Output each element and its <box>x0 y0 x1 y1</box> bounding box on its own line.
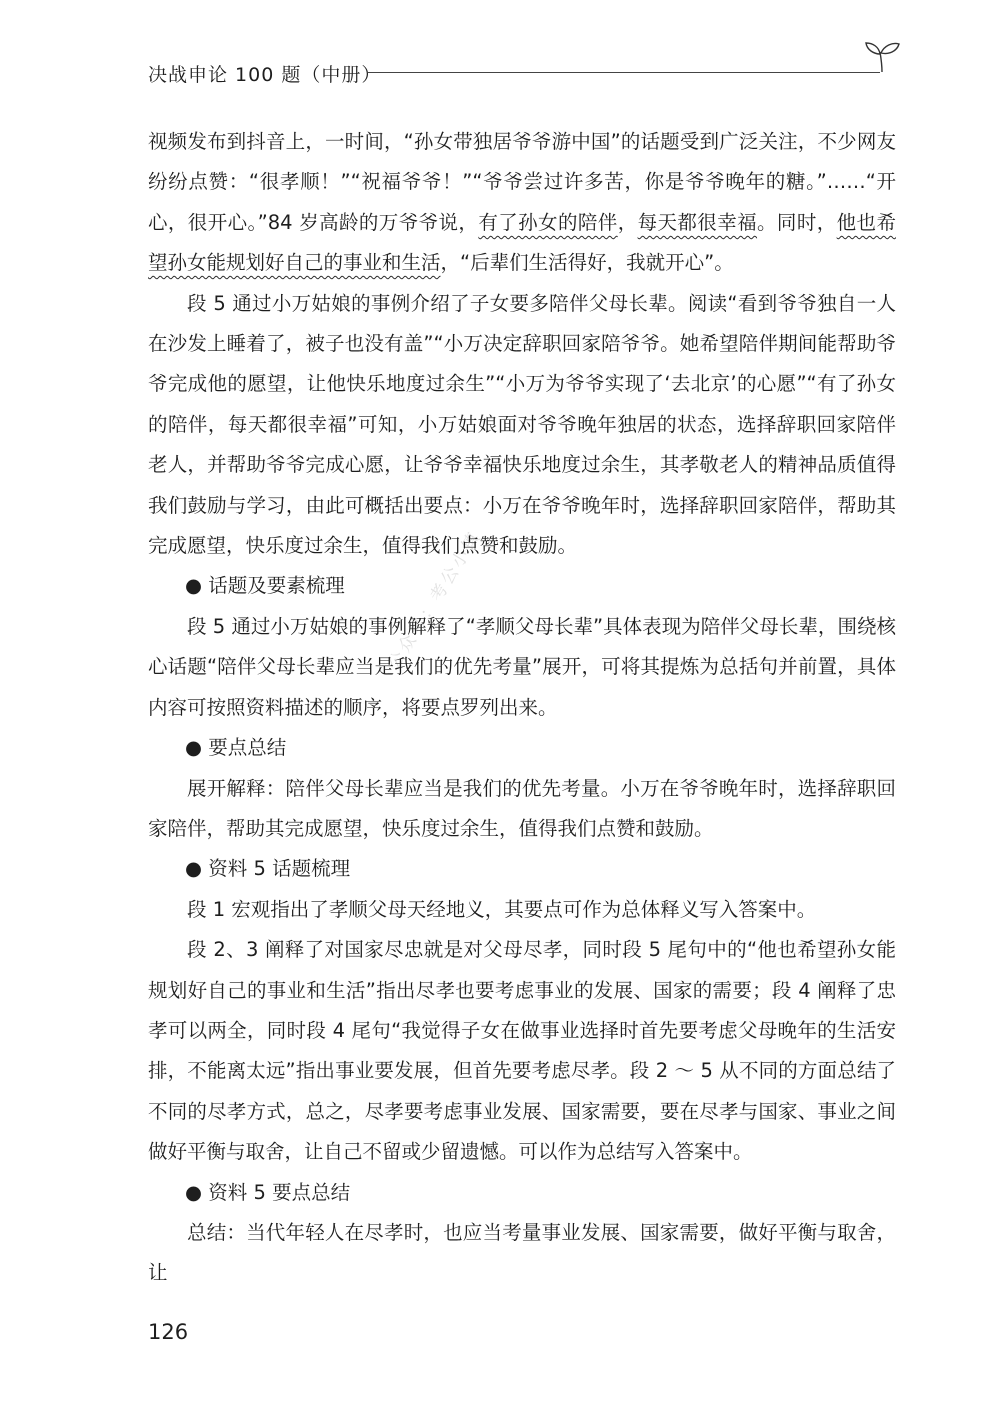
bullet-heading-material5-summary: ● 资料 5 要点总结 <box>185 1180 351 1204</box>
wavy-underlined-text: 每天都很幸福 <box>637 210 758 234</box>
wavy-underlined-text: 有了孙女的陪伴 <box>478 210 618 234</box>
paragraph-6: 段 2、3 阐释了对国家尽忠就是对父母尽孝，同时段 5 尾句中的“他也希望孙女能规划好自己的事业和生活”指出尽孝也要考虑事业的发展、国家的需要；段 4 阐释了忠孝可以两全，同时段 4 尾句“我觉得子女在做事业选择时首先要考虑父母晚年的生活安排，不能离太远”指出事业要发展，但首先要考虑尽孝。段 2 ～ 5 从不同的方面总结了不同的尽孝方式，总之，尽孝要考虑事业发展、国家需要，要在尽孝与国家、事业之间做好平衡与取舍，让自己不留或少留遗憾。可以作为总结写入答案中。 <box>148 938 896 1164</box>
paragraph-1 <box>148 122 896 284</box>
text-run: 。同时， <box>757 210 837 234</box>
running-header-title: 决战申论 100 题（中册） <box>148 64 382 86</box>
header-rule <box>368 72 880 73</box>
paragraph-3: 段 5 通过小万姑娘的事例解释了“孝顺父母长辈”具体表现为陪伴父母长辈，围绕核心话题“陪伴父母长辈应当是我们的优先考量”展开，可将其提炼为总括句并前置，具体内容可按照资料描述的顺序，将要点罗列出来。 <box>148 614 896 719</box>
bullet-heading-topic-elements: ● 话题及要素梳理 <box>185 574 345 598</box>
page-number: 126 <box>148 1320 189 1344</box>
paragraph-2: 段 5 通过小万姑娘的事例介绍了子女要多陪伴父母长辈。阅读“看到爷爷独自一人在沙发上睡着了，被子也没有盖”“小万决定辞职回家陪爷爷。她希望陪伴期间能帮助爷爷完成他的愿望，让他快乐地度过余生”“小万为爷爷实现了‘去北京’的心愿”“有了孙女的陪伴，每天都很幸福”可知，小万姑娘面对爷爷晚年独居的状态，选择辞职回家陪伴老人，并帮助爷爷完成心愿，让爷爷幸福快乐地度过余生，其孝敬老人的精神品质值得我们鼓励与学习，由此可概括出要点：小万在爷爷晚年时，选择辞职回家陪伴，帮助其完成愿望，快乐度过余生，值得我们点赞和鼓励。 <box>148 291 897 558</box>
bullet-heading-key-points: ● 要点总结 <box>185 736 287 760</box>
watermark: 公众号：考公小镇 <box>384 526 486 674</box>
paragraph-7: 总结：当代年轻人在尽孝时，也应当考量事业发展、国家需要，做好平衡与取舍，让 <box>148 1220 896 1285</box>
wavy-underlined-text: 他也希望孙女能规划好自己的事业和生活 <box>148 210 896 275</box>
text-run: ， <box>617 210 638 234</box>
paragraph-5: 段 1 宏观指出了孝顺父母天经地义，其要点可作为总体释义写入答案中。 <box>187 897 817 921</box>
paragraph-4: 展开解释：陪伴父母长辈应当是我们的优先考量。小万在爷爷晚年时，选择辞职回家陪伴，帮助其完成愿望，快乐度过余生，值得我们点赞和鼓励。 <box>148 776 896 840</box>
sprout-icon <box>862 38 902 74</box>
text-run: 视频发布到抖音上，一时间，“孙女带独居爷爷游中国”的话题受到广泛关注，不少网友纷纷点赞：“很孝顺！”“祝福爷爷！”“爷爷尝过许多苦，你是爷爷晚年的糖。”……“开心，很开心。”84 岁高龄的万爷爷说， <box>148 130 896 234</box>
body-text <box>148 122 896 1294</box>
bullet-heading-material5-topics: ● 资料 5 话题梳理 <box>185 857 351 881</box>
text-run: ，“后辈们生活得好，我就开心”。 <box>440 251 734 275</box>
